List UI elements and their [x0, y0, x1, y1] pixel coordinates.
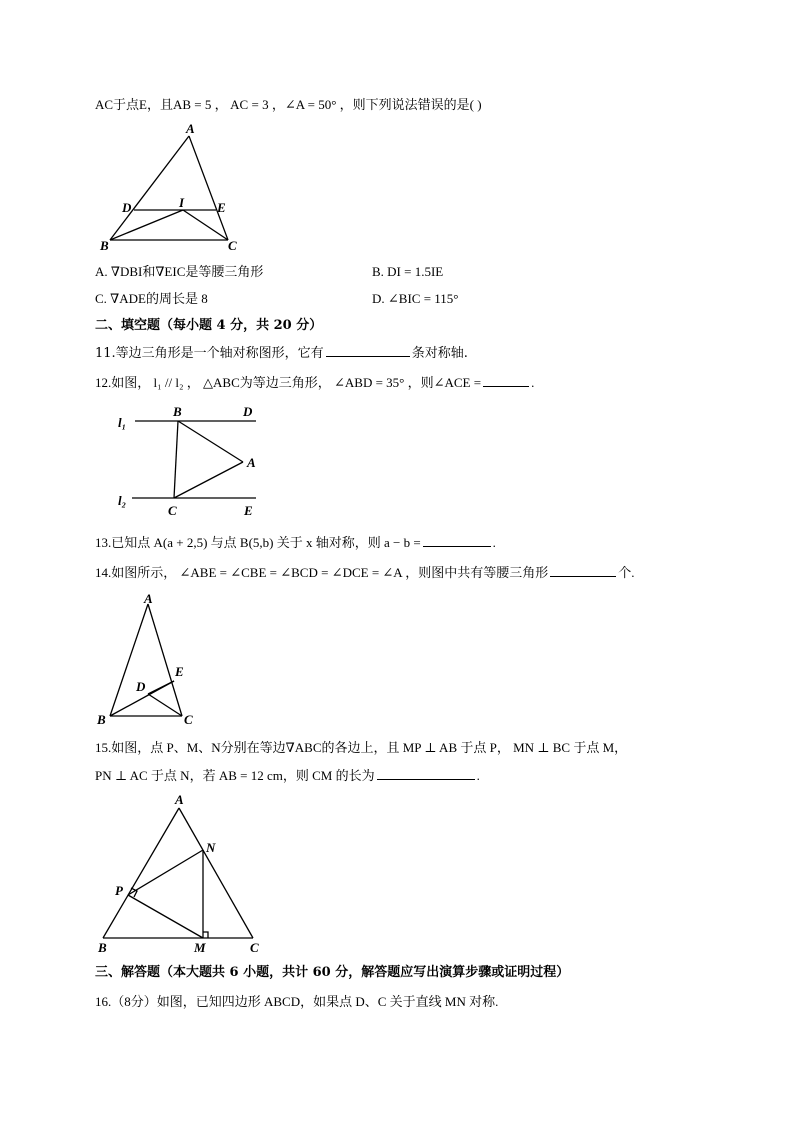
q10-stem: AC于点E，且AB = 5 ， AC = 3 ，∠A = 50° ，则下列说法错误的是( ) — [95, 97, 482, 112]
q12-label-c: C — [168, 503, 177, 518]
q12-answer-blank[interactable] — [483, 374, 529, 387]
q16-text: 16.（8分）如图，已知四边形 ABCD，如果点 D、C 关于直线 MN 对称. — [95, 994, 499, 1009]
q15-answer-blank[interactable] — [377, 767, 475, 780]
q10-label-i: I — [179, 195, 185, 210]
q10-label-a: A — [186, 122, 195, 136]
q14-label-d: D — [136, 679, 146, 694]
q14-figure — [93, 590, 203, 730]
section3-heading: 三、解答题（本大题共 6 小题，共计 60 分，解答题应写出演算步骤或证明过程） — [95, 965, 570, 980]
q14-label-b: B — [97, 712, 106, 727]
q10-label-e: E — [217, 200, 226, 215]
q13 — [95, 534, 496, 551]
q14-label-e: E — [175, 664, 184, 679]
q14-text-after: 个. — [618, 565, 635, 580]
q12-label-e: E — [244, 503, 253, 518]
q15-figure — [93, 790, 273, 955]
q14-text-before: 14.如图所示， ∠ABE = ∠CBE = ∠BCD = ∠DCE = ∠A ，则图中共有等腰三角形 — [95, 565, 549, 580]
q13-text-before: 13.已知点 A(a + 2,5) 与点 B(5,b) 关于 x 轴对称，则 a − b = — [95, 535, 421, 550]
q12-figure — [110, 400, 280, 522]
q15-label-c: C — [250, 940, 259, 955]
q10-label-d: D — [122, 200, 132, 215]
q10-label-c: C — [228, 238, 237, 252]
q15-label-m: M — [194, 940, 206, 955]
q12-label-b: B — [173, 404, 182, 419]
q15-label-a: A — [175, 792, 184, 807]
q15-label-b: B — [98, 940, 107, 955]
q15-label-n: N — [206, 840, 216, 855]
q10-label-b: B — [100, 238, 109, 252]
q15-text-after: . — [476, 768, 480, 783]
q12-label-d: D — [243, 404, 253, 419]
q14-label-c: C — [184, 712, 193, 727]
q12-text-after: . — [531, 375, 535, 390]
q14 — [95, 564, 635, 581]
q12-label-a: A — [247, 455, 256, 470]
q15-text-before: PN ⊥ AC 于点 N，若 AB = 12 cm，则 CM 的长为 — [95, 768, 375, 783]
q10-option-b: B. DI = 1.5IE — [372, 264, 444, 279]
q11-text-before: 11.等边三角形是一个轴对称图形，它有 — [95, 346, 324, 361]
section2-heading: 二、填空题（每小题 4 分，共 20 分） — [95, 318, 323, 333]
q15-line2 — [95, 767, 480, 784]
q11 — [95, 344, 468, 362]
q13-answer-blank[interactable] — [423, 534, 491, 547]
q15-label-p: P — [115, 883, 123, 898]
q10-option-c: C. ∇ADE的周长是 8 — [95, 291, 208, 306]
q10-option-d: D. ∠BIC = 115° — [372, 291, 459, 306]
q12-label-l2: l₂ — [118, 493, 127, 508]
q14-label-a: A — [144, 591, 153, 606]
q11-answer-blank[interactable] — [326, 344, 410, 357]
q15-line1: 15.如图，点 P、M、N分别在等边∇ABC的各边上，且 MP ⊥ AB 于点 P， MN ⊥ BC 于点 M， — [95, 740, 628, 755]
q13-text-after: . — [492, 535, 496, 550]
q11-text-after: 条对称轴. — [411, 346, 468, 361]
q14-answer-blank[interactable] — [550, 564, 616, 577]
q10-figure — [95, 122, 245, 252]
q12-text-before: 12.如图， l₁ // l₂ ， △ABC为等边三角形， ∠ABD = 35° ，则∠ACE = — [95, 375, 482, 390]
q12 — [95, 374, 534, 391]
q10-option-a: A. ∇DBI和∇EIC是等腰三角形 — [95, 264, 264, 279]
q12-label-l1: l₁ — [118, 415, 127, 430]
